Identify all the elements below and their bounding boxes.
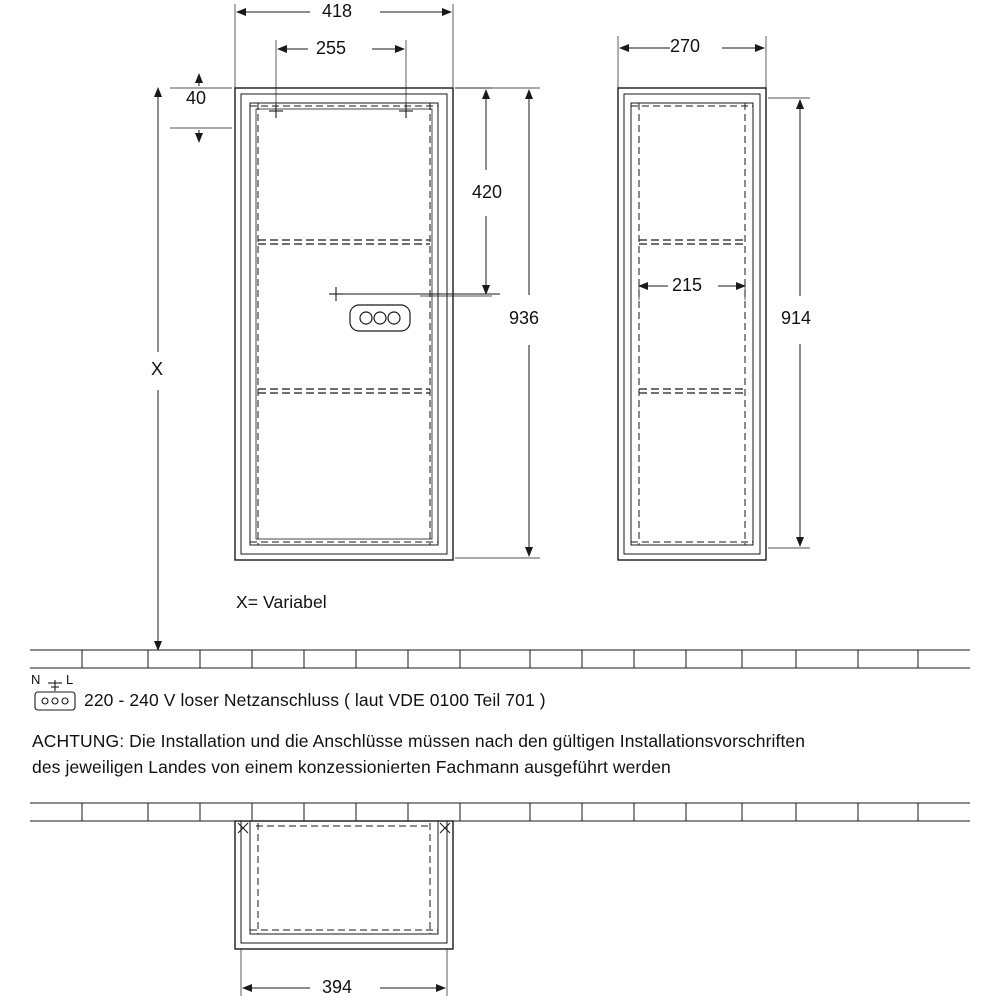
terminal-label-l: L (66, 672, 74, 687)
dim-label-418: 418 (322, 1, 353, 21)
dim-label-270: 270 (670, 36, 701, 56)
dim-label-936: 936 (509, 308, 540, 328)
dim-label-255: 255 (316, 38, 347, 58)
variable-legend: X= Variabel (236, 592, 327, 612)
warning-note-line-1: ACHTUNG: Die Installation und die Anschlüsse müssen nach den gültigen Installationsvorschriften (32, 731, 806, 751)
terminal-label-n: N (31, 672, 41, 687)
dim-label-215: 215 (672, 275, 703, 295)
dim-label-914: 914 (781, 308, 812, 328)
power-connection-note: 220 - 240 V loser Netzanschluss ( laut VDE 0100 Teil 701 ) (84, 690, 546, 710)
dim-label-x: X (151, 359, 164, 379)
dim-label-420: 420 (472, 182, 503, 202)
dim-label-40: 40 (186, 88, 207, 108)
warning-note-line-2: des jeweiligen Landes von einem konzessionierten Fachmann ausgeführt werden (32, 757, 671, 777)
dim-label-394: 394 (322, 977, 353, 997)
